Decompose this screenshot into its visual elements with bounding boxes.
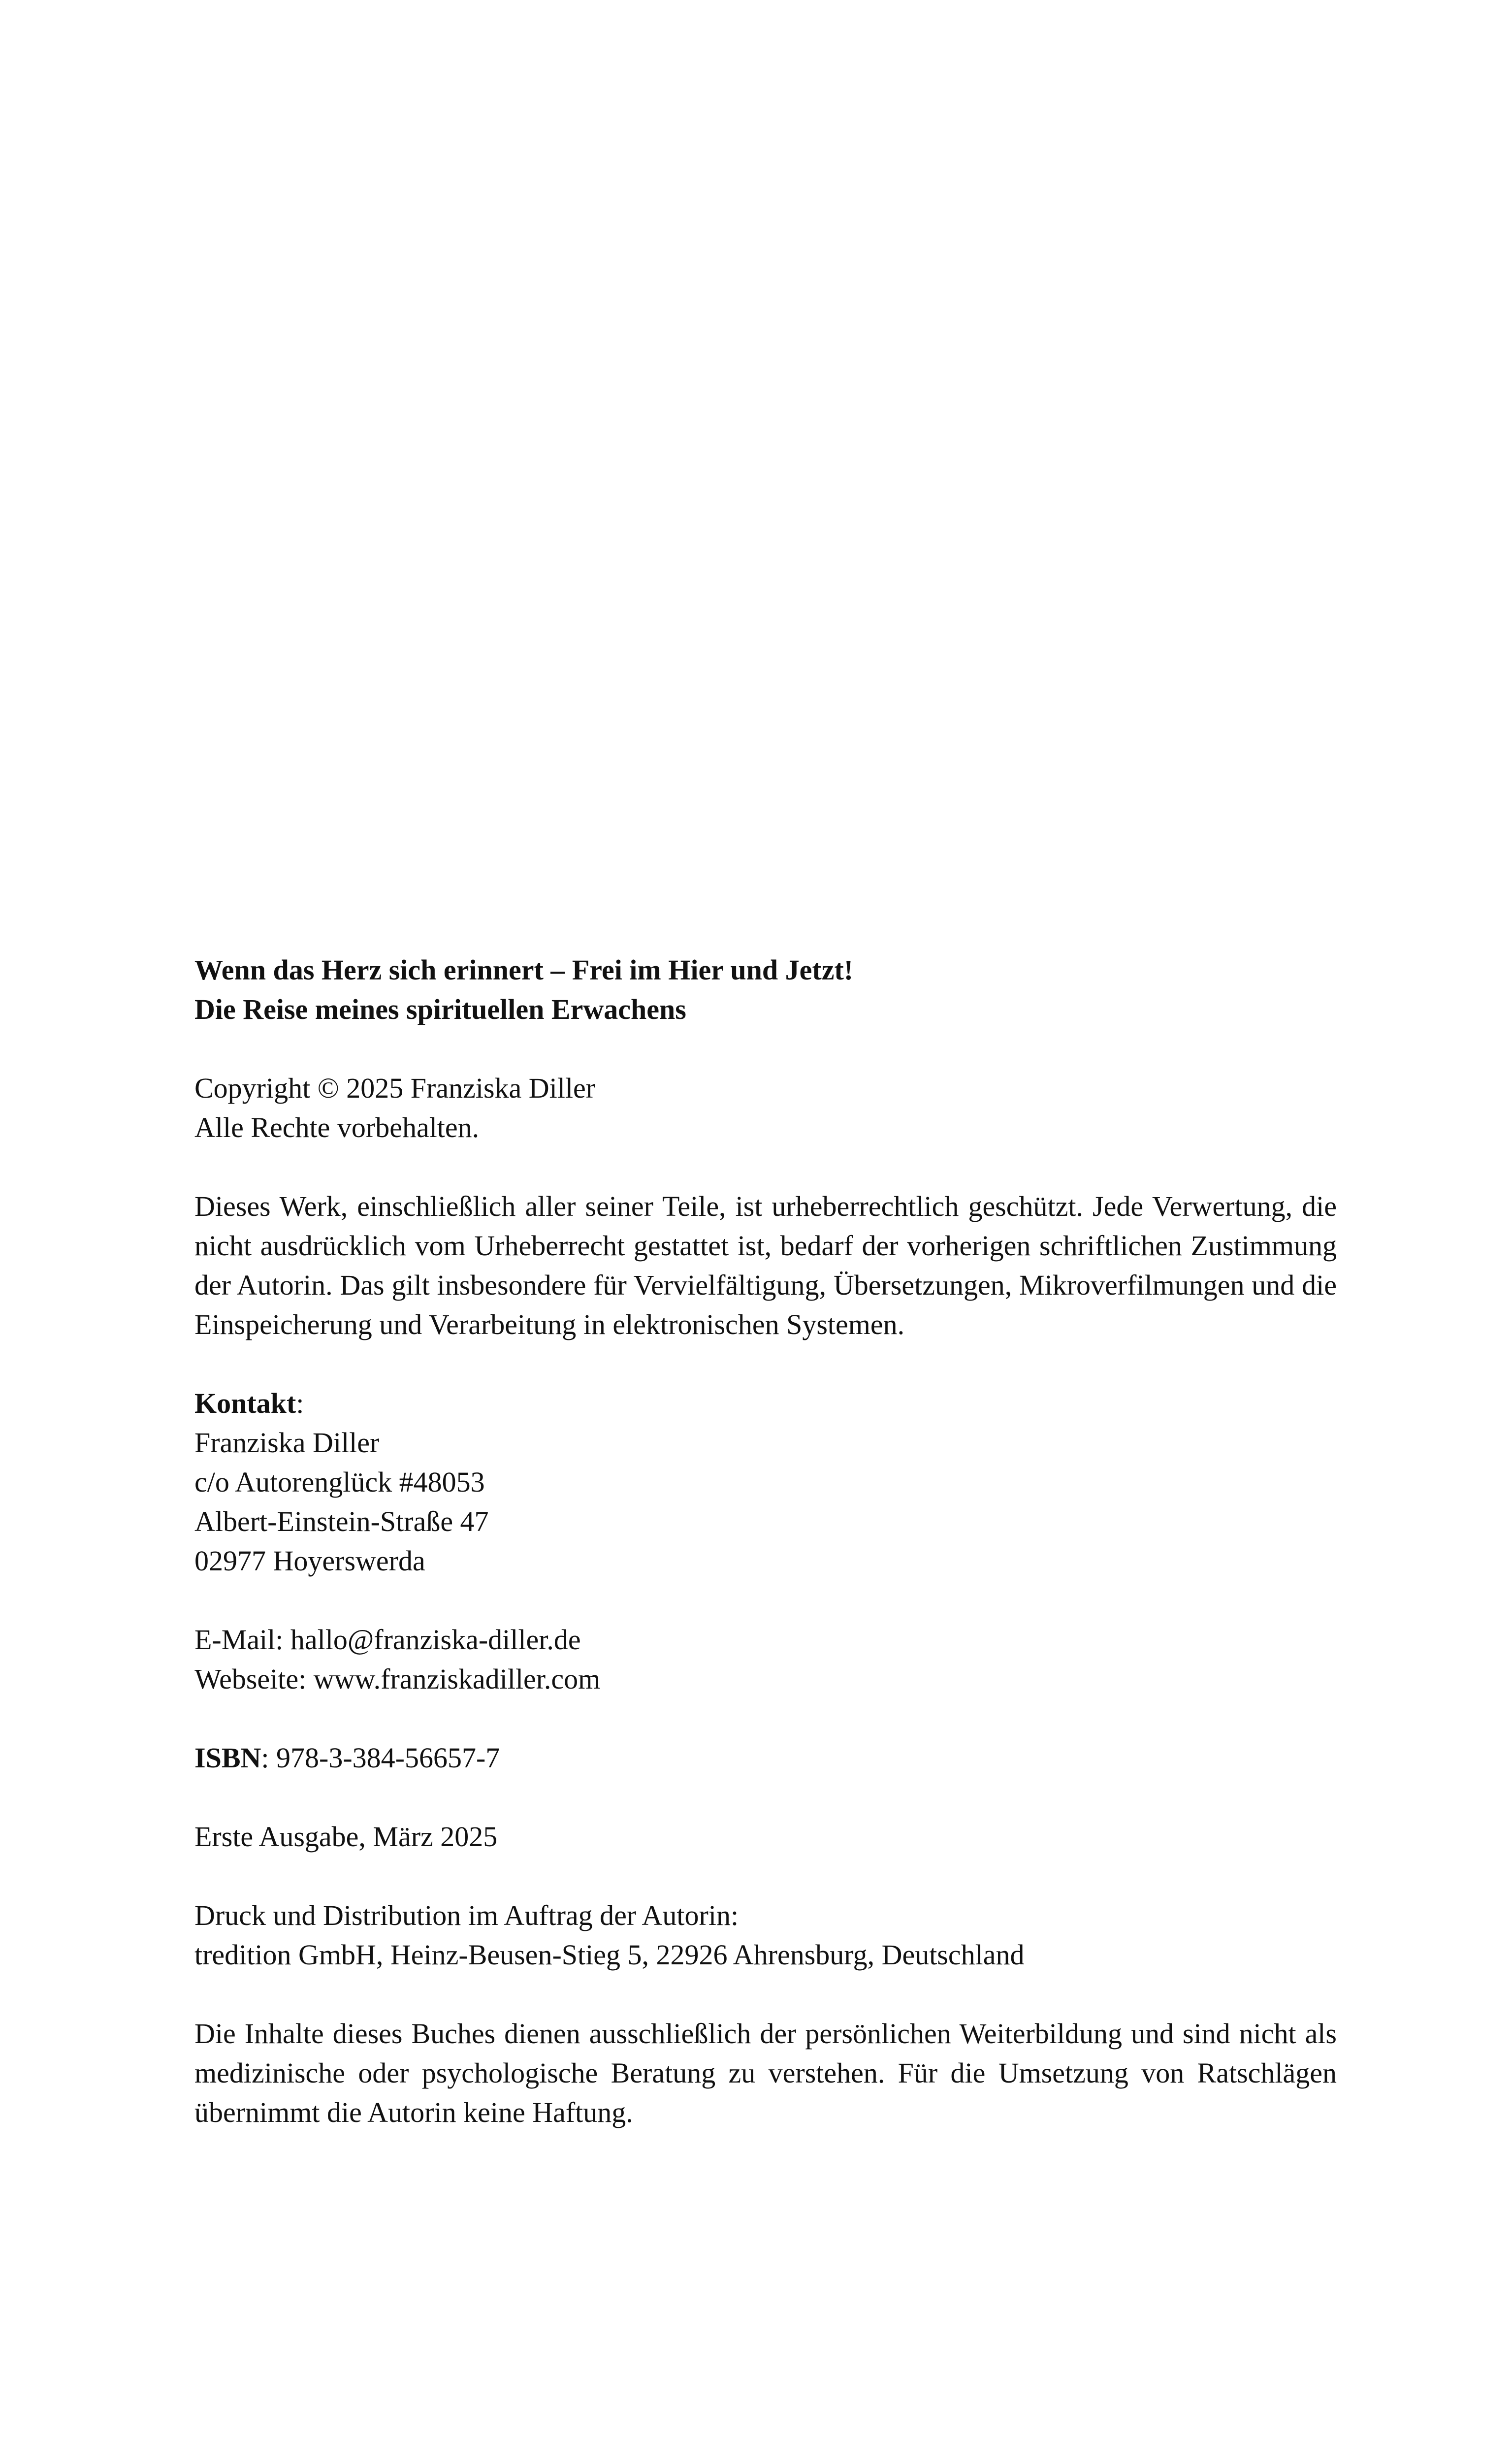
isbn-label: ISBN xyxy=(194,1742,261,1774)
book-title xyxy=(194,950,1337,1029)
contact-label: Kontakt xyxy=(194,1387,296,1419)
contact-block xyxy=(194,1384,1337,1581)
distribution-line-2: tredition GmbH, Heinz-Beusen-Stieg 5, 22926 Ahrensburg, Deutschland xyxy=(194,1939,1025,1971)
edition-block xyxy=(194,1817,1337,1857)
book-title-main: Wenn das Herz sich erinnert – Frei im Hier und Jetzt! xyxy=(194,954,854,986)
contact-name: Franziska Diller xyxy=(194,1427,380,1459)
book-subtitle: Die Reise meines spirituellen Erwachens xyxy=(194,993,686,1025)
edition-line: Erste Ausgabe, März 2025 xyxy=(194,1821,498,1853)
online-contact-block xyxy=(194,1620,1337,1699)
contact-street: Albert-Einstein-Straße 47 xyxy=(194,1505,489,1537)
contact-colon: : xyxy=(296,1387,304,1419)
disclaimer-text: Die Inhalte dieses Buches dienen ausschließlich der persönlichen Weiterbildung und sind nicht als medizinische oder psychologische Beratung zu verstehen. Für die Umsetzung von Ratschlägen übernimmt die Autorin keine Haftung. xyxy=(194,2018,1337,2128)
contact-heading xyxy=(194,1384,1337,1423)
legal-notice-text: Dieses Werk, einschließlich aller seiner Teile, ist urheberrechtlich geschützt. Jede Verwertung, die nicht ausdrücklich vom Urheberrecht gestattet ist, bedarf der vorherigen schriftlichen Zustimmung der Autorin. Das gilt insbesondere für Vervielfältigung, Übersetzungen, Mikroverfilmungen und die Einspeicherung und Verarbeitung in elektronischen Systemen. xyxy=(194,1190,1337,1340)
email-line: E-Mail: hallo@franziska-diller.de xyxy=(194,1624,581,1656)
imprint-page xyxy=(194,950,1337,2132)
copyright-line: Copyright © 2025 Franziska Diller xyxy=(194,1072,596,1104)
distribution-line-1: Druck und Distribution im Auftrag der Autorin: xyxy=(194,1899,739,1931)
contact-care-of: c/o Autorenglück #48053 xyxy=(194,1466,485,1498)
distribution-block xyxy=(194,1896,1337,1975)
isbn-value: : 978-3-384-56657-7 xyxy=(261,1742,500,1774)
copyright-block xyxy=(194,1069,1337,1147)
rights-reserved-line: Alle Rechte vorbehalten. xyxy=(194,1111,480,1143)
contact-city: 02977 Hoyerswerda xyxy=(194,1545,425,1577)
isbn-line xyxy=(194,1738,1337,1778)
website-line: Webseite: www.franziskadiller.com xyxy=(194,1663,601,1695)
disclaimer-block xyxy=(194,2014,1337,2132)
legal-notice-block xyxy=(194,1187,1337,1344)
isbn-block xyxy=(194,1738,1337,1778)
